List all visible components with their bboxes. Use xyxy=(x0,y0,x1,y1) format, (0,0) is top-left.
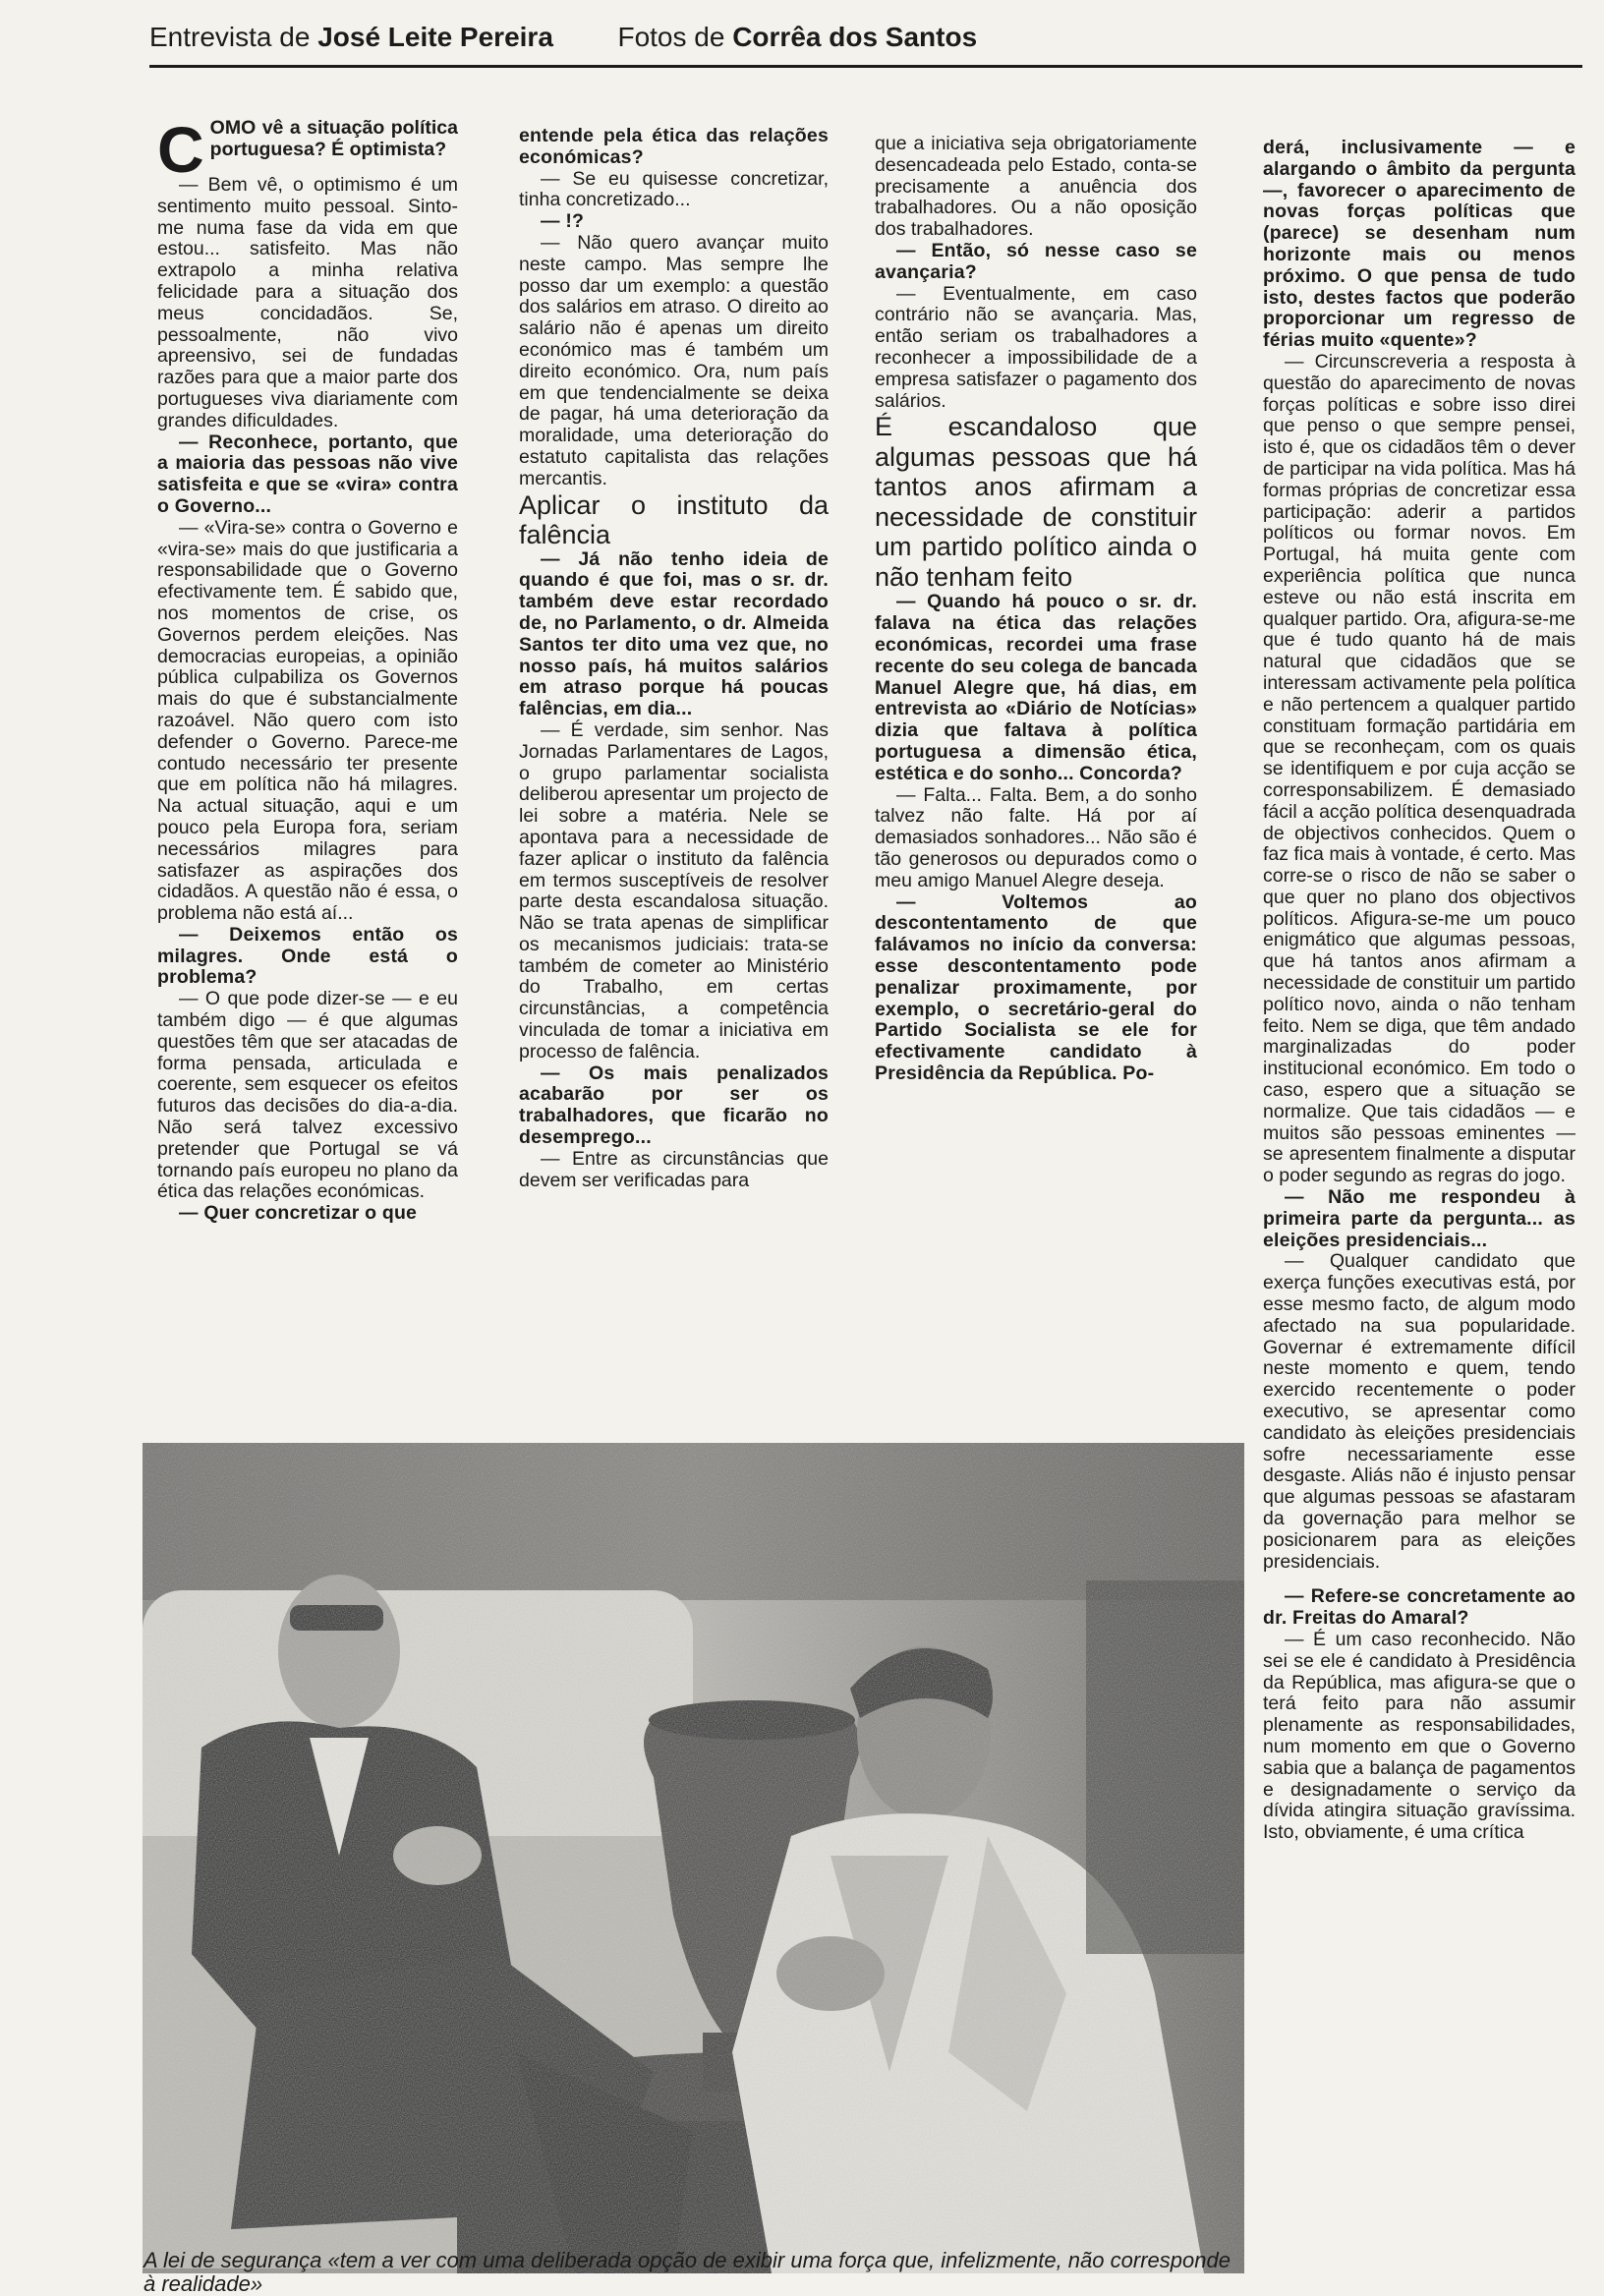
answer-paragraph: — É um caso reconhecido. Não sei se ele é candidato à Presidência da República, mas afigura-se que o terá feito para não assumir plenamente as responsabilidades, num momento em que o Governo sabia que a balança de pagamentos e designadamente o serviço da dívida atingira situação gravíssima. Isto, obviamente, é uma crítica xyxy=(1263,1628,1575,1844)
opening-question: OMO vê a situação política portuguesa? É optimista? xyxy=(209,118,458,160)
column-1 xyxy=(157,118,458,1430)
answer-paragraph: — Não quero avançar muito neste campo. Mas sempre lhe posso dar um exemplo: a questão dos salários em atraso. O direito ao salário não é apenas um direito económico mas é também um direito económico. Ora, num país em que tendencialmente se deixa de pagar, há uma deterioração da moralidade, uma deterioração do estatuto capitalista das relações mercantis. xyxy=(519,231,829,489)
question-paragraph: — Refere-se concretamente ao dr. Freitas do Amaral? xyxy=(1263,1585,1575,1630)
answer-paragraph: — Circunscreveria a resposta à questão do aparecimento de novas forças políticas e sobre isso direi que penso o que sempre pensei, isto é, que os cidadãos têm o dever de participar na vida política. Mas há formas próprias de concretizar essa participação: aderir a partidos políticos ou formar novos. Em Portugal, há muita gente com experiência política que nunca esteve ou não está inscrita em qualquer partido. Ora, afigura-se-me que é tudo quanto há de mais natural que cidadãos que se interessam activamente pela política e não pertencem a qualquer partido constituam formação partidária em que se reconheçam, com os quais se identifiquem e por cuja acção se corresponsabilizem. É demasiado fácil a acção política desenquadrada de objectivos conhecidos. Quem o faz fica mais à vontade, é certo. Mas corre-se o risco de não se saber o que quer no plano dos objectivos políticos. Afigura-se-me um pouco enigmático que algumas pessoas, que há tantos anos afirmam a necessidade de constituir um partido político novo, ainda o não tenham feito. Nem se diga, que têm andado marginalizadas do poder institucional económico. Em todo o caso, espero que a situação se normalize. Que tais cidadãos — e muitos são pessoas eminentes — se apresentem finalmente a disputar o poder segundo as regras do jogo. xyxy=(1263,350,1575,1187)
question-paragraph: — Então, só nesse caso se avançaria? xyxy=(875,239,1197,283)
answer-paragraph: — É verdade, sim senhor. Nas Jornadas Parlamentares de Lagos, o grupo parlamentar socialista deliberou apresentar um projecto de lei sobre a matéria. Nele se apontava para a necessidade de fazer aplicar o instituto da falência em termos susceptíveis de resolver parte desta escandalosa situação. Não se trata apenas de simplificar os mecanismos judiciais: trata-se também de cometer ao Ministério do Trabalho, em certas circunstâncias, a competência vinculada de tomar a iniciativa em processo de falência. xyxy=(519,718,829,1062)
photo-illustration xyxy=(143,1443,1244,2273)
question-paragraph: — Os mais penalizados acabarão por ser os trabalhadores, que ficarão no desemprego... xyxy=(519,1062,829,1149)
question-paragraph: — Já não tenho ideia de quando é que foi, mas o sr. dr. também deve estar recordado de, no Parlamento, o dr. Almeida Santos ter dito uma vez que, no nosso país, há muitos salários em atraso porque há poucas falências, em dia... xyxy=(519,547,829,720)
question-paragraph: — Quer concretizar o que xyxy=(179,1202,418,1225)
answer-paragraph: que a iniciativa seja obrigatoriamente desencadeada pelo Estado, conta-se precisamente a anuência dos trabalhadores. Ou a não oposição dos trabalhadores. xyxy=(875,134,1197,241)
column-2 xyxy=(519,126,829,1438)
answer-paragraph: — Bem vê, o optimismo é um sentimento muito pessoal. Sinto-me numa fase da vida em que estou... satisfeito. Mas não extrapolo a minha relativa felicidade para a situação dos meus concidadãos. Se, pessoalmente, não vivo apreensivo, sei de fundadas razões para que a maior parte dos portugueses viva diariamente com grandes dificuldades. xyxy=(157,174,458,431)
pull-quote: É escandaloso que algumas pessoas que há tantos anos afirmam a necessidade de constituir um partido político ainda o não tenham feito xyxy=(875,412,1197,592)
photographer-name: Corrêa dos Santos xyxy=(732,22,978,52)
question-paragraph: — Deixemos então os milagres. Onde está o problema? xyxy=(157,923,458,989)
question-paragraph: — Não me respondeu à primeira parte da pergunta... as eleições presidenciais... xyxy=(1263,1186,1575,1251)
section-subheading: Aplicar o instituto da falência xyxy=(519,489,829,549)
interview-photo xyxy=(143,1443,1244,2273)
answer-paragraph: — Eventualmente, em caso contrário não se avançaria. Mas, então seriam os trabalhadores a reconhecer a impossibilidade de a empresa satisfazer o pagamento dos salários. xyxy=(875,282,1197,412)
answer-paragraph: — O que pode dizer-se — e eu também digo — é que algumas questões têm que ser atacadas de forma pensada, articulada e coerente, sem esquecer os efeitos futuros das decisões do dia-a-dia. Não será talvez excessivo pretender que Portugal se vá tornando país europeu no plano da ética das relações económicas. xyxy=(157,988,458,1203)
answer-paragraph: — Qualquer candidato que exerça funções executivas está, por esse mesmo facto, de algum modo afectado na sua popularidade. Governar é extremamente difícil neste momento e quem, tendo exercido recentemente o poder executivo, se apresentar como candidato às eleições presidenciais sofre necessariamente esse desgaste. Aliás não é injusto pensar que algumas pessoas se afastaram da governação para melhor se posicionarem para as eleições presidenciais. xyxy=(1263,1250,1575,1573)
question-paragraph: — Reconhece, portanto, que a maioria das pessoas não vive satisfeita e que se «vira» contra o Governo... xyxy=(157,430,458,517)
answer-paragraph: — Falta... Falta. Bem, a do sonho talvez não falte. Há por aí demasiados sonhadores... Não são é tão generosos ou depurados como o meu amigo Manuel Alegre deseja. xyxy=(875,783,1197,891)
question-paragraph: derá, inclusivamente — e alargando o âmbito da pergunta —, favorecer o aparecimento de novas forças políticas que (parece) se desenham num horizonte mais ou menos próximo. O que pensa de tudo isto, destes factos que poderão proporcionar um regresso de férias muito «quente»? xyxy=(1263,138,1575,352)
photo-caption: A lei de segurança «tem a ver com uma deliberada opção de exibir uma força que, infelizmente, não corresponde à realidade» xyxy=(143,2248,1231,2296)
header-byline xyxy=(149,22,977,53)
column-4 xyxy=(1263,138,1575,2295)
answer-paragraph: — «Vira-se» contra o Governo e «vira-se» mais do que justificaria a responsabilidade que o Governo efectivamente tem. É sabido que, nos momentos de crise, os Governos perdem eleições. Nas democracias europeias, a opinião pública culpabiliza os Governos mais do que é substancialmente razoável. Não quero com isto defender o Governo. Parece-me contudo necessário ter presente que em política não há milagres. Na actual situação, aqui e um pouco pela Europa fora, seriam necessários milagres para satisfazer as aspirações dos cidadãos. A questão não é essa, o problema não está aí... xyxy=(157,516,458,925)
question-paragraph: entende pela ética das relações económicas? xyxy=(519,126,829,168)
question-paragraph: — Voltemos ao descontentamento de que falávamos no início da conversa: esse descontentamento pode penalizar proximamente, por exemplo, o secretário-geral do Partido Socialista se ele for efectivamente candidato à Presidência da República. Po- xyxy=(875,890,1197,1084)
question-paragraph: — Quando há pouco o sr. dr. falava na ética das relações económicas, recordei uma frase recente do seu colega de bancada Manuel Alegre que, há dias, em entrevista ao «Diário de Notícias» dizia que faltava à política portuguesa a dimensão ética, estética e do sonho... Concorda? xyxy=(875,591,1197,784)
answer-paragraph: — Se eu quisesse concretizar, tinha concretizado... xyxy=(519,167,829,211)
answer-paragraph: — Entre as circunstâncias que devem ser verificadas para xyxy=(519,1147,829,1191)
interviewer-name: José Leite Pereira xyxy=(317,22,553,52)
question-paragraph: — !? xyxy=(541,210,585,233)
drop-cap: C xyxy=(157,118,204,186)
column-3 xyxy=(875,134,1197,1446)
interview-label: Entrevista de xyxy=(149,22,311,52)
header-rule xyxy=(149,65,1582,68)
photos-label: Fotos de xyxy=(617,22,725,52)
